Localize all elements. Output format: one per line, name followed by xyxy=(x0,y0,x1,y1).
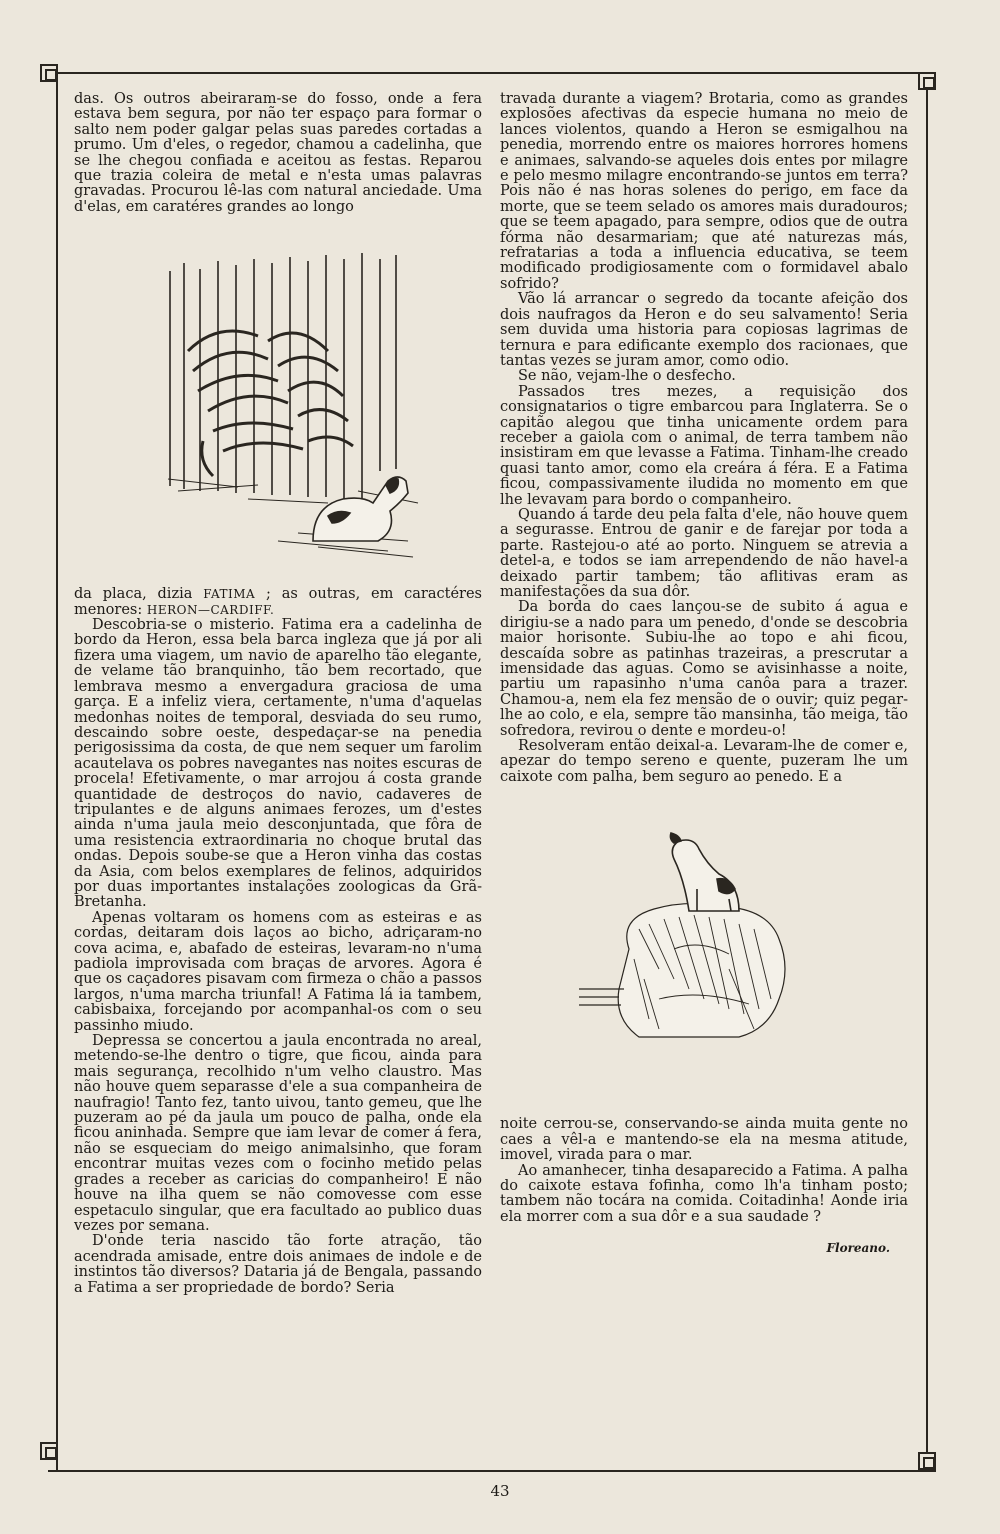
right-paragraph-4: Passados tres mezes, a requisição dos consignatarios o tigre embarcou para Inglaterra. Se o capitão alegou que tinha unicamente ordem para receber a gaiola com o animal, de terra tambem não insistiram em que levasse a Fatima. Tinham-lhe creado quasi tanto amor, como ela creára á féra. E a Fatima ficou, compassivamente iludida no momento em que lhe levavam para bordo o companheiro. xyxy=(500,383,908,508)
right-paragraph-2: Vão lá arrancar o segredo da tocante afeição dos dois naufragos da Heron e do seu salvamento! Seria sem duvida uma historia para copiosas lagrimas de ternura e para edificante exemplo dos racionaes, que tantas vezes se juram amor, como odio. xyxy=(500,291,908,369)
author-signature: Floreano. xyxy=(826,1241,890,1256)
page-number: 43 xyxy=(490,1482,510,1500)
right-paragraph-5: Quando á tarde deu pela falta d'ele, não houve quem a segurasse. Entrou de ganir e de farejar por toda a parte. Rastejou-o até ao porto. Ninguem se atrevia a detel-a, e todos se iam arrependendo de não havel-a deixado partir tambem; tão aflitivas eram as manifestações da sua dôr. xyxy=(500,506,908,600)
right-paragraph-6: Da borda do caes lançou-se de subito á agua e dirigiu-se a nado para um penedo, d'onde se descobria maior horisonte. Subiu-lhe ao topo e ahi ficou, descaída sobre as patinhas trazeiras, a prescrutar a imensidade das aguas. Como se avisinhasse a noite, partiu um rapasinho n'uma canôa para a trazer. Chamou-a, nem ela fez mensão de o ouvir; quiz pegar-lhe ao colo, e ela, sempre tão mansinha, tão meiga, tão sofredora, revirou o dente e mordeu-o! xyxy=(500,599,908,739)
left-paragraph-1: das. Os outros abeiraram-se do fosso, onde a fera estava bem segura, por não ter espaço para formar o salto nem poder galgar pelas suas paredes cortadas a prumo. Um d'eles, o regedor, chamou a cadelinha, que se lhe chegou confiada e aceitou as festas. Reparou que trazia coleira de metal e n'esta umas palavras gravadas. Procurou lê-las com natural anciedade. Uma d'elas, em caratéres grandes ao longo xyxy=(74,91,482,215)
left-paragraph-4: Apenas voltaram os homens com as esteiras e as cordas, deitaram dois laços ao bicho, adriçaram-no cova acima, e, abafado de esteiras, levaram-no n'uma padiola improvisada com braças de arvores. Agora é que os caçadores pisavam com firmeza o chão a passos largos, n'uma marcha triunfal! A Fatima lá ia tambem, cabisbaixa, forcejando por acompanhal-os com o seu passinho miudo. xyxy=(74,909,482,1034)
corner-ornament-top-left xyxy=(40,64,58,82)
tiger-cage-illustration xyxy=(128,241,428,561)
corner-ornament-bottom-right xyxy=(918,1452,936,1470)
right-paragraph-1: travada durante a viagem? Brotaria, como as grandes explosões afectivas da especie humana no meio de lances violentos, quando a Heron se esmigalhou na penedia, morrendo entre os maiores horrores homens e animaes, salvando-se aqueles dois entes por milagre e pelo mesmo milagre encontrando-se juntos em terra? Pois não é nas horas solenes do perigo, em face da morte, que se teem selado os amores mais duradouros; que se teem apagado, para sempre, odios que de outra fórma não desarmariam; que até naturezas más, refratarias a toda a influencia educativa, se teem modificado prodigiosamente com o formidavel abalo sofrido? xyxy=(500,91,908,292)
plate-intro-text: da placa, dizia xyxy=(74,586,204,603)
corner-ornament-top-right xyxy=(918,72,936,90)
plate-ship: HERON—CARDIFF. xyxy=(146,602,275,617)
plate-name: FATIMA xyxy=(203,587,256,602)
plate-mid-text: ; as outras, em caractéres menores: xyxy=(74,586,482,618)
left-paragraph-6: D'onde teria nascido tão forte atração, tão acendrada amisade, entre dois animaes de indole e de instintos tão diversos? Dataria já de Bengala, passando a Fatima a ser propriedade de bordo? Seria xyxy=(74,1233,482,1296)
corner-ornament-bottom-left xyxy=(40,1442,58,1460)
right-paragraph-3: Se não, vejam-lhe o desfecho. xyxy=(518,368,736,385)
right-column xyxy=(500,92,908,1257)
right-paragraph-8: noite cerrou-se, conservando-se ainda muita gente no caes a vêl-a e mantendo-se ela na mesma atitude, imovel, virada para o mar. xyxy=(500,1116,908,1164)
dog-on-rock-illustration xyxy=(579,829,829,1059)
left-paragraph-2 xyxy=(74,587,482,618)
right-paragraph-7: Resolveram então deixal-a. Levaram-lhe de comer e, apezar do tempo sereno e quente, puzeram lhe um caixote com palha, bem seguro ao penedo. E a xyxy=(500,738,908,785)
right-paragraph-9: Ao amanhecer, tinha desaparecido a Fatima. A palha do caixote estava fofinha, como lh'a tinham posto; tambem não tocára na comida. Coitadinha! Aonde iria ela morrer com a sua dôr e a sua saudade ? xyxy=(500,1162,908,1225)
left-column xyxy=(74,92,482,1296)
left-paragraph-3: Descobria-se o misterio. Fatima era a cadelinha de bordo da Heron, essa bela barca ingleza que já por ali fizera uma viagem, um navio de aparelho tão elegante, de velame tão branquinho, tão bem recortado, que lembrava mesmo a envergadura graciosa de uma garça. E a infeliz viera, certamente, n'uma d'aquelas medonhas noites de temporal, desviada do seu rumo, descaindo sobre oeste, despedaçar-se na penedia perigosissima da costa, de que nem sequer um farolim acautelava os pobres navegantes nas noites escuras de procela! Efetivamente, o mar arrojou á costa grande quantidade de destroços do navio, cadaveres de tripulantes e de alguns animaes ferozes, um d'estes ainda n'uma jaula meio desconjuntada, que fôra de uma resistencia extraordinaria no choque brutal das ondas. Depois soube-se que a Heron vinha das costas da Asia, com belos exemplares de felinos, adquiridos por duas importantes instalações zoologicas da Grã-Bretanha. xyxy=(74,617,482,911)
left-paragraph-5: Depressa se concertou a jaula encontrada no areal, metendo-se-lhe dentro o tigre, que ficou, ainda para mais segurança, recolhido n'um velho claustro. Mas não houve quem separasse d'ele a sua companheira de naufragio! Tanto fez, tanto uivou, tanto gemeu, que lhe puzeram ao pé da jaula um pouco de palha, onde ela ficou aninhada. Sempre que iam levar de comer á fera, não se esqueciam do meigo animalsinho, que foram encontrar muitas vezes com o focinho metido pelas grades a receber as caricias do companheiro! E não houve na ilha quem se não comovesse com esse espetaculo singular, que era facultado ao publico duas vezes por semana. xyxy=(74,1033,482,1234)
